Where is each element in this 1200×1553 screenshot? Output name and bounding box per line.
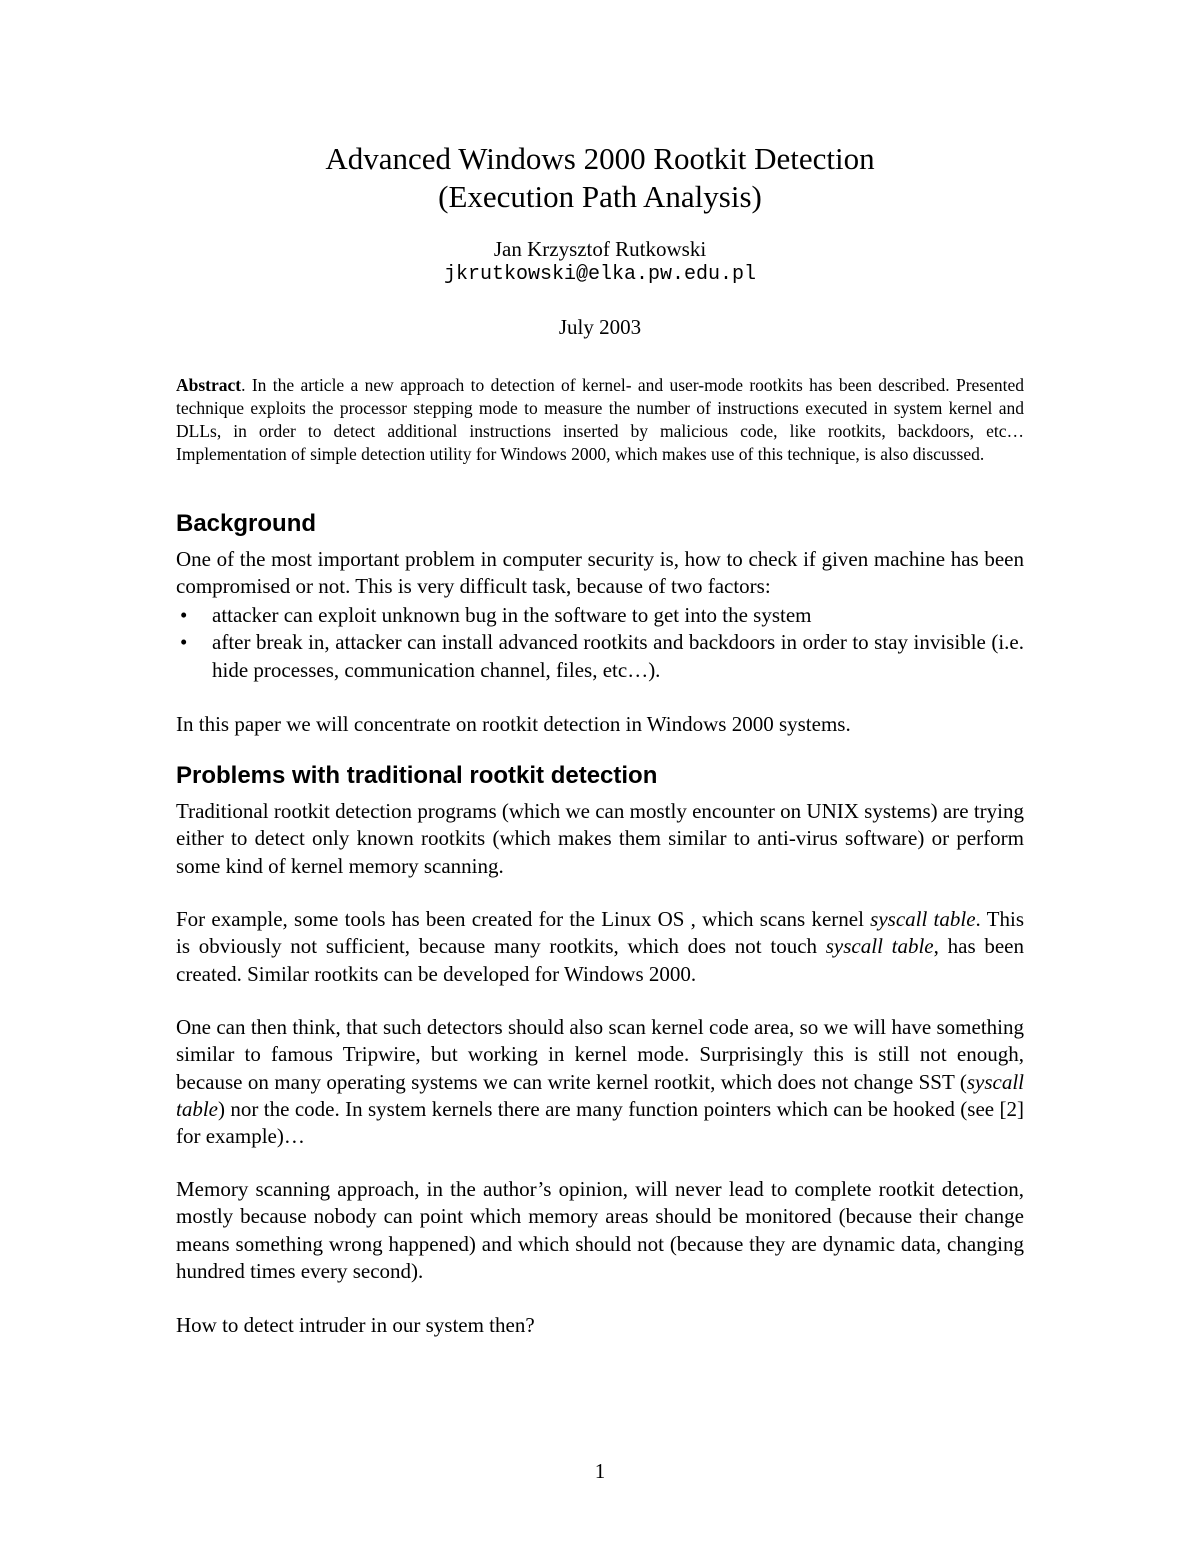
- paper-subtitle: (Execution Path Analysis): [438, 179, 762, 214]
- text-run: , has been created. Similar rootkits can be developed for Windows 2000.: [176, 934, 1024, 986]
- title-block: [176, 140, 1024, 340]
- problems-paragraph-4: [176, 1176, 1024, 1285]
- author-name: Jan Krzysztof Rutkowski: [493, 237, 707, 261]
- author-email: jkrutkowski@elka.pw.edu.pl: [443, 263, 757, 286]
- bullet-item: [176, 629, 1024, 684]
- publication-date: July 2003: [558, 315, 642, 339]
- abstract: [176, 374, 1024, 466]
- italic-term: syscall table: [870, 907, 976, 931]
- problems-paragraph-2: [176, 906, 1024, 988]
- bullet-item: [176, 602, 1024, 629]
- background-intro: [176, 546, 1024, 601]
- background-closing-text: In this paper we will concentrate on rootkit detection in Windows 2000 systems.: [176, 712, 851, 736]
- text-run: . This is obviously not sufficient, because many rootkits, which does not touch: [176, 907, 1024, 959]
- background-intro-text: One of the most important problem in computer security is, how to check if given machine has been compromised or not. This is very difficult task, because of two factors:: [176, 547, 1024, 599]
- paragraph-text: Memory scanning approach, in the author’s opinion, will never lead to complete rootkit detection, mostly because nobody can point which memory areas should be monitored (because their change means something wrong happened) and which should not (because they are dynamic data, changing hundred times every second).: [176, 1177, 1024, 1283]
- bullet-text: attacker can exploit unknown bug in the software to get into the system: [212, 603, 812, 627]
- problems-paragraph-5: [176, 1312, 1024, 1339]
- text-run: For example, some tools has been created for the Linux OS , which scans kernel: [176, 907, 871, 931]
- bullet-dot-icon: •: [180, 603, 188, 627]
- abstract-label: Abstract: [176, 375, 242, 395]
- text-run: One can then think, that such detectors should also scan kernel code area, so we will have something similar to famous Tripwire, but working in kernel mode. Surprisingly this is still not enough, because on many operating systems we can write kernel rootkit, which does not change SST (: [176, 1015, 1024, 1094]
- bullet-text: after break in, attacker can install advanced rootkits and backdoors in order to stay invisible (i.e. hide processes, communication channel, files, etc…).: [212, 630, 1024, 682]
- paragraph-text: [176, 906, 1024, 988]
- italic-term: syscall table: [176, 1069, 1024, 1121]
- paragraph-text: How to detect intruder in our system then?: [176, 1313, 535, 1337]
- section-heading-problems: Problems with traditional rootkit detection: [176, 762, 658, 789]
- problems-paragraph-1: [176, 798, 1024, 880]
- paragraph-text: Traditional rootkit detection programs (which we can mostly encounter on UNIX systems) are trying either to detect only known rootkits (which makes them similar to anti-virus software) or perform some kind of kernel memory scanning.: [176, 799, 1024, 878]
- paragraph-text: [176, 1014, 1024, 1150]
- italic-term: syscall table: [825, 934, 934, 959]
- bullet-dot-icon: •: [180, 630, 188, 655]
- section-heading-background: Background: [176, 510, 317, 537]
- page-number: 1: [594, 1459, 606, 1483]
- paper-title: Advanced Windows 2000 Rootkit Detection: [325, 141, 875, 176]
- background-bullet-list: [176, 602, 1024, 684]
- problems-paragraph-3: [176, 1014, 1024, 1150]
- text-run: ) nor the code. In system kernels there are many function pointers which can be hooked (see [2] for example)…: [176, 1096, 1024, 1149]
- abstract-text: . In the article a new approach to detection of kernel- and user-mode rootkits has been described. Presented technique exploits the processor stepping mode to measure the number of instructions executed in system kernel and DLLs, in order to detect additional instructions inserted by malicious code, like rootkits, backdoors, etc… Implementation of simple detection utility for Windows 2000, which makes use of this technique, is also discussed.: [176, 375, 1024, 464]
- background-closing: [176, 711, 1024, 738]
